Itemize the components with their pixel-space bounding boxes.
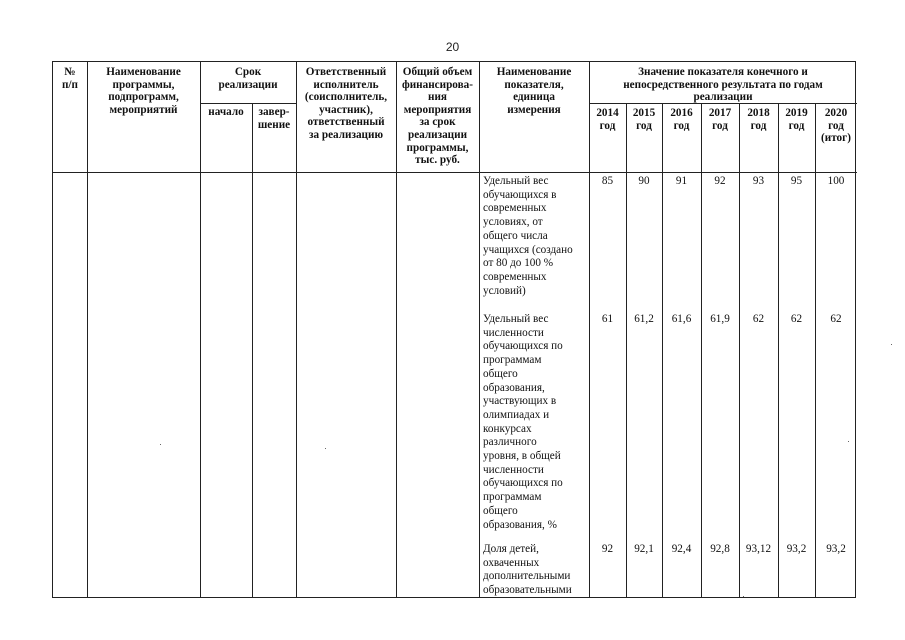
page-number: 20 — [445, 40, 460, 54]
header-bottom-line — [53, 172, 857, 173]
column-divider — [200, 62, 201, 597]
scan-speck — [160, 444, 161, 445]
indicator-value: 95 — [790, 175, 803, 187]
column-divider — [589, 62, 590, 597]
indicator-name: Удельный вес обучающихся в современных условиях, от общего числа учащихся (создано от 80 до 100 % современных условий) — [483, 175, 573, 297]
indicator-value: 61,2 — [634, 313, 654, 325]
header-number: № п/п — [61, 66, 78, 91]
header-funding: Общий объем финансирова- ния мероприятия за срок реализации программы, тыс. руб. — [402, 66, 473, 167]
header-year: 2015 год — [632, 107, 656, 132]
indicator-value: 91 — [675, 175, 688, 187]
scan-speck — [743, 596, 744, 597]
indicator-value: 62 — [830, 313, 842, 325]
scan-speck — [891, 344, 892, 345]
header-year: 2019 год — [785, 107, 808, 132]
header-term-end: завер- шение — [257, 106, 291, 131]
column-divider — [252, 103, 253, 597]
indicator-value: 61,6 — [671, 313, 692, 325]
scan-speck — [848, 441, 849, 442]
header-responsible: Ответственный исполнитель (соисполнитель, участник), ответственный за реализацию — [304, 66, 388, 141]
program-table — [52, 61, 856, 598]
column-divider — [87, 62, 88, 597]
header-indicator: Наименование показателя, единица измерения — [496, 66, 572, 116]
header-year: 2020 год (итог) — [821, 107, 851, 145]
header-year: 2017 год — [708, 107, 732, 132]
indicator-value: 61,9 — [710, 313, 730, 325]
indicator-value: 100 — [827, 175, 845, 187]
column-divider — [296, 62, 297, 597]
indicator-value: 93,12 — [745, 543, 772, 555]
indicator-value: 61 — [601, 313, 614, 325]
indicator-value: 62 — [790, 313, 803, 325]
indicator-value: 93,2 — [826, 543, 846, 555]
indicator-value: 92,1 — [634, 543, 654, 555]
indicator-value: 90 — [638, 175, 650, 187]
indicator-value: 92 — [601, 543, 614, 555]
indicator-value: 93,2 — [786, 543, 807, 555]
indicator-value: 92,4 — [671, 543, 692, 555]
scan-speck — [325, 448, 326, 449]
indicator-value: 62 — [752, 313, 765, 325]
header-term-start: начало — [208, 106, 244, 118]
header-year: 2014 год — [596, 107, 619, 132]
indicator-value: 85 — [601, 175, 614, 187]
header-values-group: Значение показателя конечного и непосредственного результата по годам реализации — [623, 66, 823, 104]
row-divider — [200, 103, 296, 104]
indicator-name: Удельный вес численности обучающихся по программам общего образования, участвующих в олимпиадах и конкурсах различного уровня, в общей численности обучающихся по программам общего образования, % — [483, 313, 563, 531]
column-divider — [479, 62, 480, 597]
indicator-name: Доля детей, охваченных дополнительными образовательными — [483, 543, 572, 597]
indicator-value: 92,8 — [710, 543, 730, 555]
header-year: 2016 год — [670, 107, 693, 132]
indicator-value: 92 — [714, 175, 726, 187]
indicator-value: 93 — [752, 175, 765, 187]
header-program-name: Наименование программы, подпрограмм, мероприятий — [106, 66, 181, 116]
header-term: Срок реализации — [218, 66, 278, 91]
header-year: 2018 год — [747, 107, 770, 132]
